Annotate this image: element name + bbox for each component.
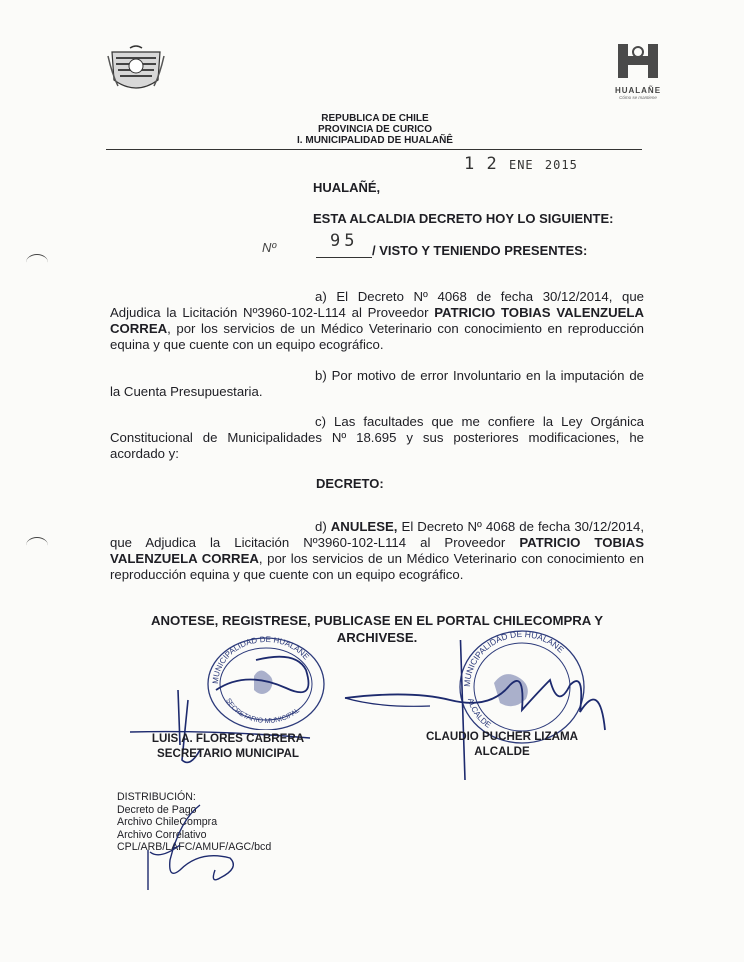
closing-line-2: ARCHIVESE. xyxy=(336,630,418,645)
closing-line-1: ANOTESE, REGISTRESE, PUBLICASE EN EL PORTAL CHILECOMPRA Y xyxy=(150,613,604,628)
intro-line: ESTA ALCALDIA DECRETO HOY LO SIGUIENTE: xyxy=(313,211,614,226)
header-divider xyxy=(106,149,642,150)
date-stamp xyxy=(464,154,578,174)
paragraph-c: c) Las facultades que me confiere la Ley Orgánica Constitucional de Municipalidades Nº 18.695 y sus posteriores modificaciones, he acordado y: xyxy=(110,414,644,461)
mayor-title: ALCALDE xyxy=(474,745,530,758)
mayor-seal-bottom-text: ALCALDE xyxy=(465,697,493,730)
decree-number-prefix: Nº xyxy=(262,240,277,255)
distribution-item: CPL/ARB/LAFC/AMUF/AGC/bcd xyxy=(117,841,272,853)
mayor-seal-text: MUNICIPALIDAD DE HUALAÑE xyxy=(461,628,566,688)
paragraph-a-text-1: a) El Decreto Nº 4068 de fecha 30/12/2014, que Adjudica la Licitación Nº3960-102-L114 al Proveedor xyxy=(110,289,644,320)
distribution-item: Archivo Correlativo xyxy=(117,828,207,841)
hualane-h-icon xyxy=(616,42,660,80)
secretary-title: SECRETARIO MUNICIPAL xyxy=(157,747,299,760)
distribution-item: Archivo ChileCompra xyxy=(117,816,218,828)
distribution-title: DISTRIBUCIÓN: xyxy=(117,791,196,803)
date-stamp-year: 2015 xyxy=(544,158,578,172)
binder-hole-mark xyxy=(26,254,48,271)
paragraph-b: b) Por motivo de error Involuntario en la imputación de la Cuenta Presupuestaria. xyxy=(110,368,644,399)
logo-word: HUALAÑE xyxy=(614,86,662,95)
municipal-crest-icon xyxy=(106,44,166,96)
paragraph-a xyxy=(110,289,644,353)
secretary-name: LUIS A. FLORES CABRERA xyxy=(151,732,305,745)
decree-number-underline xyxy=(316,257,372,258)
secretary-seal-bottom-text: SECRETARIO MUNICIPAL xyxy=(224,697,302,725)
provider-name: PATRICIO TOBIAS VALENZUELA CORREA xyxy=(110,305,644,336)
decree-number: 95 xyxy=(330,231,359,251)
decreto-heading: DECRETO: xyxy=(316,476,384,491)
date-stamp-month: ENE xyxy=(508,158,534,172)
provider-name-d: PATRICIO TOBIAS VALENZUELA CORREA xyxy=(110,535,644,566)
paragraph-d-text-2: , por los servicios de un Médico Veterinario con conocimiento en reproducción equina y que cuente con un equipo ecográfico. xyxy=(110,551,644,582)
mayor-name: CLAUDIO PUCHER LIZAMA xyxy=(426,730,578,743)
paragraph-d xyxy=(110,519,644,583)
header-republic: REPUBLICA DE CHILE xyxy=(321,113,429,124)
anulese-word: ANULESE, xyxy=(330,519,398,534)
logo-tagline: Cómo se mantiene xyxy=(619,95,657,100)
initials-signature xyxy=(140,800,260,900)
distribution-item: Decreto de Pago xyxy=(117,803,197,816)
paragraph-d-label: d) xyxy=(315,519,331,534)
binder-hole-mark xyxy=(26,537,48,554)
header-municipality: I. MUNICIPALIDAD DE HUALAÑÊ xyxy=(297,135,453,146)
place-line: HUALAÑÉ, xyxy=(313,180,381,195)
secretary-seal-text: MUNICIPALIDAD DE HUALAÑE xyxy=(210,634,311,685)
paragraph-a-text-2: , por los servicios de un Médico Veterinario con conocimiento en reproducción equina y que cuente con un equipo ecográfico. xyxy=(110,321,644,352)
paragraph-d-text-1: El Decreto Nº 4068 de fecha 30/12/2014, que Adjudica la Licitación Nº3960-102-L114 al Proveedor xyxy=(110,519,644,550)
date-stamp-day: 1 2 xyxy=(464,154,498,174)
hualane-logo xyxy=(606,42,670,100)
header-province: PROVINCIA DE CURICO xyxy=(317,124,433,135)
visto-heading: / VISTO Y TENIENDO PRESENTES: xyxy=(372,243,588,258)
